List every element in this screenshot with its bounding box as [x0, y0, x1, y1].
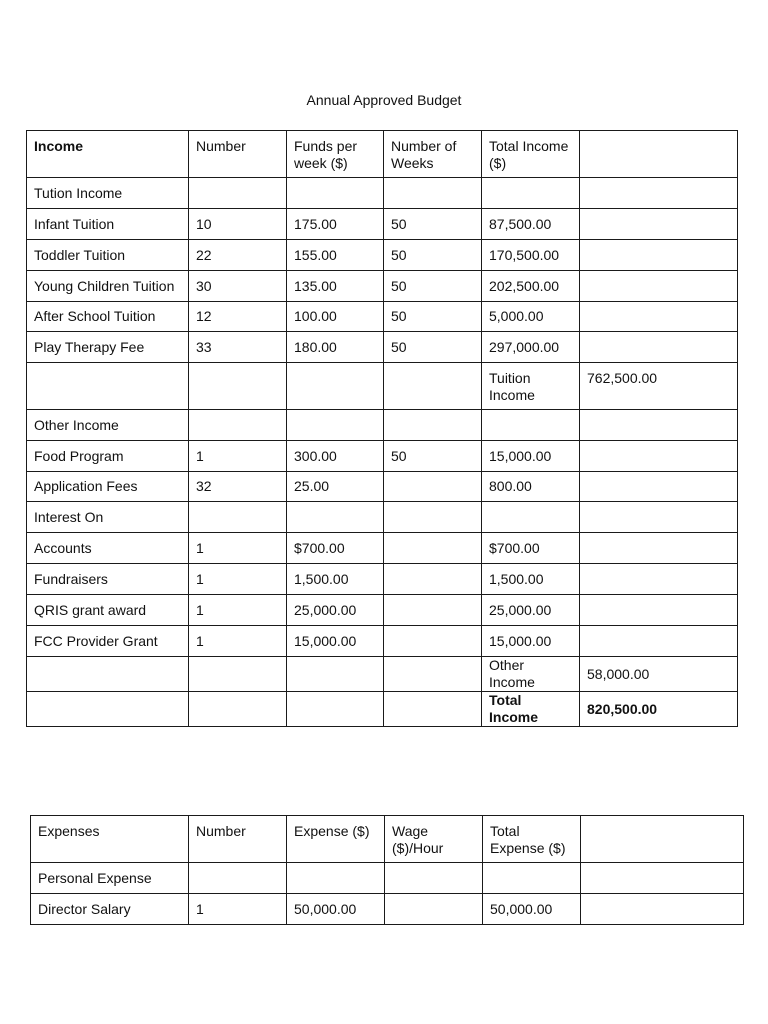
- table-cell: 5,000.00: [482, 302, 580, 332]
- table-cell: 1: [189, 894, 287, 925]
- table-cell: 180.00: [287, 332, 384, 363]
- table-cell: 25.00: [287, 472, 384, 502]
- income-header-number-of-weeks: Number of Weeks: [384, 131, 482, 178]
- table-cell: 30: [189, 271, 287, 302]
- table-cell: [482, 502, 580, 533]
- table-cell: [580, 564, 738, 595]
- table-cell: Toddler Tuition: [27, 240, 189, 271]
- table-cell: Tution Income: [27, 178, 189, 209]
- table-row: [27, 178, 738, 209]
- table-row: [27, 240, 738, 271]
- table-cell: [385, 894, 483, 925]
- table-cell: [384, 178, 482, 209]
- table-cell: FCC Provider Grant: [27, 626, 189, 657]
- table-cell: [287, 657, 384, 692]
- table-cell: [287, 692, 384, 727]
- income-header-total-income: Total Income ($): [482, 131, 580, 178]
- table-cell: 1: [189, 564, 287, 595]
- table-cell: Application Fees: [27, 472, 189, 502]
- table-cell: 87,500.00: [482, 209, 580, 240]
- table-cell: 175.00: [287, 209, 384, 240]
- income-table: [26, 130, 738, 727]
- table-cell: 58,000.00: [580, 657, 738, 692]
- table-row: [27, 502, 738, 533]
- table-cell: [581, 863, 744, 894]
- table-row: [27, 410, 738, 441]
- table-row: [31, 863, 744, 894]
- expenses-header-total-expense: Total Expense ($): [483, 816, 581, 863]
- table-cell: [27, 363, 189, 410]
- table-row: [27, 595, 738, 626]
- table-cell: [384, 657, 482, 692]
- income-header-number: Number: [189, 131, 287, 178]
- table-row: [27, 626, 738, 657]
- table-cell: [189, 363, 287, 410]
- table-cell: [580, 271, 738, 302]
- table-cell: 820,500.00: [580, 692, 738, 727]
- table-cell: 50: [384, 271, 482, 302]
- table-cell: [580, 626, 738, 657]
- table-cell: [384, 533, 482, 564]
- table-cell: [580, 410, 738, 441]
- table-cell: 762,500.00: [580, 363, 738, 410]
- table-cell: 10: [189, 209, 287, 240]
- table-row: [27, 564, 738, 595]
- table-cell: [580, 302, 738, 332]
- table-cell: Accounts: [27, 533, 189, 564]
- table-cell: [580, 209, 738, 240]
- table-cell: 100.00: [287, 302, 384, 332]
- table-cell: 50,000.00: [483, 894, 581, 925]
- table-cell: Infant Tuition: [27, 209, 189, 240]
- table-cell: [27, 692, 189, 727]
- table-row: [27, 332, 738, 363]
- table-cell: [384, 692, 482, 727]
- table-row: [27, 271, 738, 302]
- table-cell: 50: [384, 441, 482, 472]
- table-cell: [287, 178, 384, 209]
- table-cell: [287, 410, 384, 441]
- table-cell: [580, 441, 738, 472]
- table-cell: [287, 363, 384, 410]
- table-row: [27, 302, 738, 332]
- table-cell: After School Tuition: [27, 302, 189, 332]
- expenses-header-expense: Expense ($): [287, 816, 385, 863]
- table-cell: 297,000.00: [482, 332, 580, 363]
- table-cell: 15,000.00: [482, 441, 580, 472]
- table-cell: 1,500.00: [287, 564, 384, 595]
- table-cell: Fundraisers: [27, 564, 189, 595]
- table-cell: Other Income: [27, 410, 189, 441]
- table-cell: 135.00: [287, 271, 384, 302]
- table-cell: [189, 178, 287, 209]
- table-cell: 15,000.00: [287, 626, 384, 657]
- table-cell: 12: [189, 302, 287, 332]
- table-cell: [189, 657, 287, 692]
- table-cell: 15,000.00: [482, 626, 580, 657]
- table-cell: [580, 502, 738, 533]
- table-cell: [27, 657, 189, 692]
- table-cell: [580, 595, 738, 626]
- table-cell: Food Program: [27, 441, 189, 472]
- table-row: [27, 692, 738, 727]
- table-cell: 32: [189, 472, 287, 502]
- table-cell: 800.00: [482, 472, 580, 502]
- table-cell: [384, 564, 482, 595]
- expenses-header-wage-hour: Wage ($)/Hour: [385, 816, 483, 863]
- table-cell: [580, 472, 738, 502]
- table-cell: [384, 410, 482, 441]
- table-cell: [189, 410, 287, 441]
- table-cell: 1: [189, 533, 287, 564]
- table-row: [27, 472, 738, 502]
- table-cell: [483, 863, 581, 894]
- table-cell: 155.00: [287, 240, 384, 271]
- table-cell: [580, 178, 738, 209]
- table-cell: [384, 502, 482, 533]
- table-cell: 1: [189, 595, 287, 626]
- table-cell: [384, 363, 482, 410]
- table-cell: 170,500.00: [482, 240, 580, 271]
- table-cell: 22: [189, 240, 287, 271]
- table-cell: [384, 472, 482, 502]
- document-title: Annual Approved Budget: [306, 92, 462, 108]
- table-cell: 50: [384, 302, 482, 332]
- table-row: [27, 441, 738, 472]
- table-cell: [384, 595, 482, 626]
- income-header-row: [27, 131, 738, 178]
- table-cell: [482, 178, 580, 209]
- table-cell: Personal Expense: [31, 863, 189, 894]
- table-cell: 33: [189, 332, 287, 363]
- table-cell: Young Children Tuition: [27, 271, 189, 302]
- table-cell: Tuition Income: [482, 363, 580, 410]
- table-cell: 202,500.00: [482, 271, 580, 302]
- table-cell: 25,000.00: [287, 595, 384, 626]
- table-cell: [189, 502, 287, 533]
- expenses-header-row: [31, 816, 744, 863]
- income-header-blank: [580, 131, 738, 178]
- table-cell: 50: [384, 240, 482, 271]
- table-cell: 1,500.00: [482, 564, 580, 595]
- table-cell: 25,000.00: [482, 595, 580, 626]
- expense-table: [30, 815, 744, 925]
- table-cell: [287, 502, 384, 533]
- table-cell: 50: [384, 209, 482, 240]
- table-cell: 1: [189, 441, 287, 472]
- table-row: [27, 533, 738, 564]
- expenses-header-expenses: Expenses: [31, 816, 189, 863]
- table-cell: $700.00: [482, 533, 580, 564]
- table-row: [27, 657, 738, 692]
- table-cell: [482, 410, 580, 441]
- table-cell: 50,000.00: [287, 894, 385, 925]
- table-cell: 50: [384, 332, 482, 363]
- table-cell: Play Therapy Fee: [27, 332, 189, 363]
- table-cell: [580, 332, 738, 363]
- table-cell: QRIS grant award: [27, 595, 189, 626]
- income-header-funds-per-week: Funds per week ($): [287, 131, 384, 178]
- table-cell: [385, 863, 483, 894]
- table-cell: [287, 863, 385, 894]
- table-cell: [581, 894, 744, 925]
- expenses-header-number: Number: [189, 816, 287, 863]
- table-cell: [189, 863, 287, 894]
- table-cell: Total Income: [482, 692, 580, 727]
- table-row: [27, 209, 738, 240]
- table-row: [27, 363, 738, 410]
- table-cell: Director Salary: [31, 894, 189, 925]
- table-cell: Interest On: [27, 502, 189, 533]
- table-cell: [580, 240, 738, 271]
- table-cell: $700.00: [287, 533, 384, 564]
- table-cell: [189, 692, 287, 727]
- table-cell: Other Income: [482, 657, 580, 692]
- table-cell: 1: [189, 626, 287, 657]
- expenses-header-blank: [581, 816, 744, 863]
- income-header-income: Income: [27, 131, 189, 178]
- table-cell: [580, 533, 738, 564]
- table-cell: [384, 626, 482, 657]
- table-cell: 300.00: [287, 441, 384, 472]
- table-row: [31, 894, 744, 925]
